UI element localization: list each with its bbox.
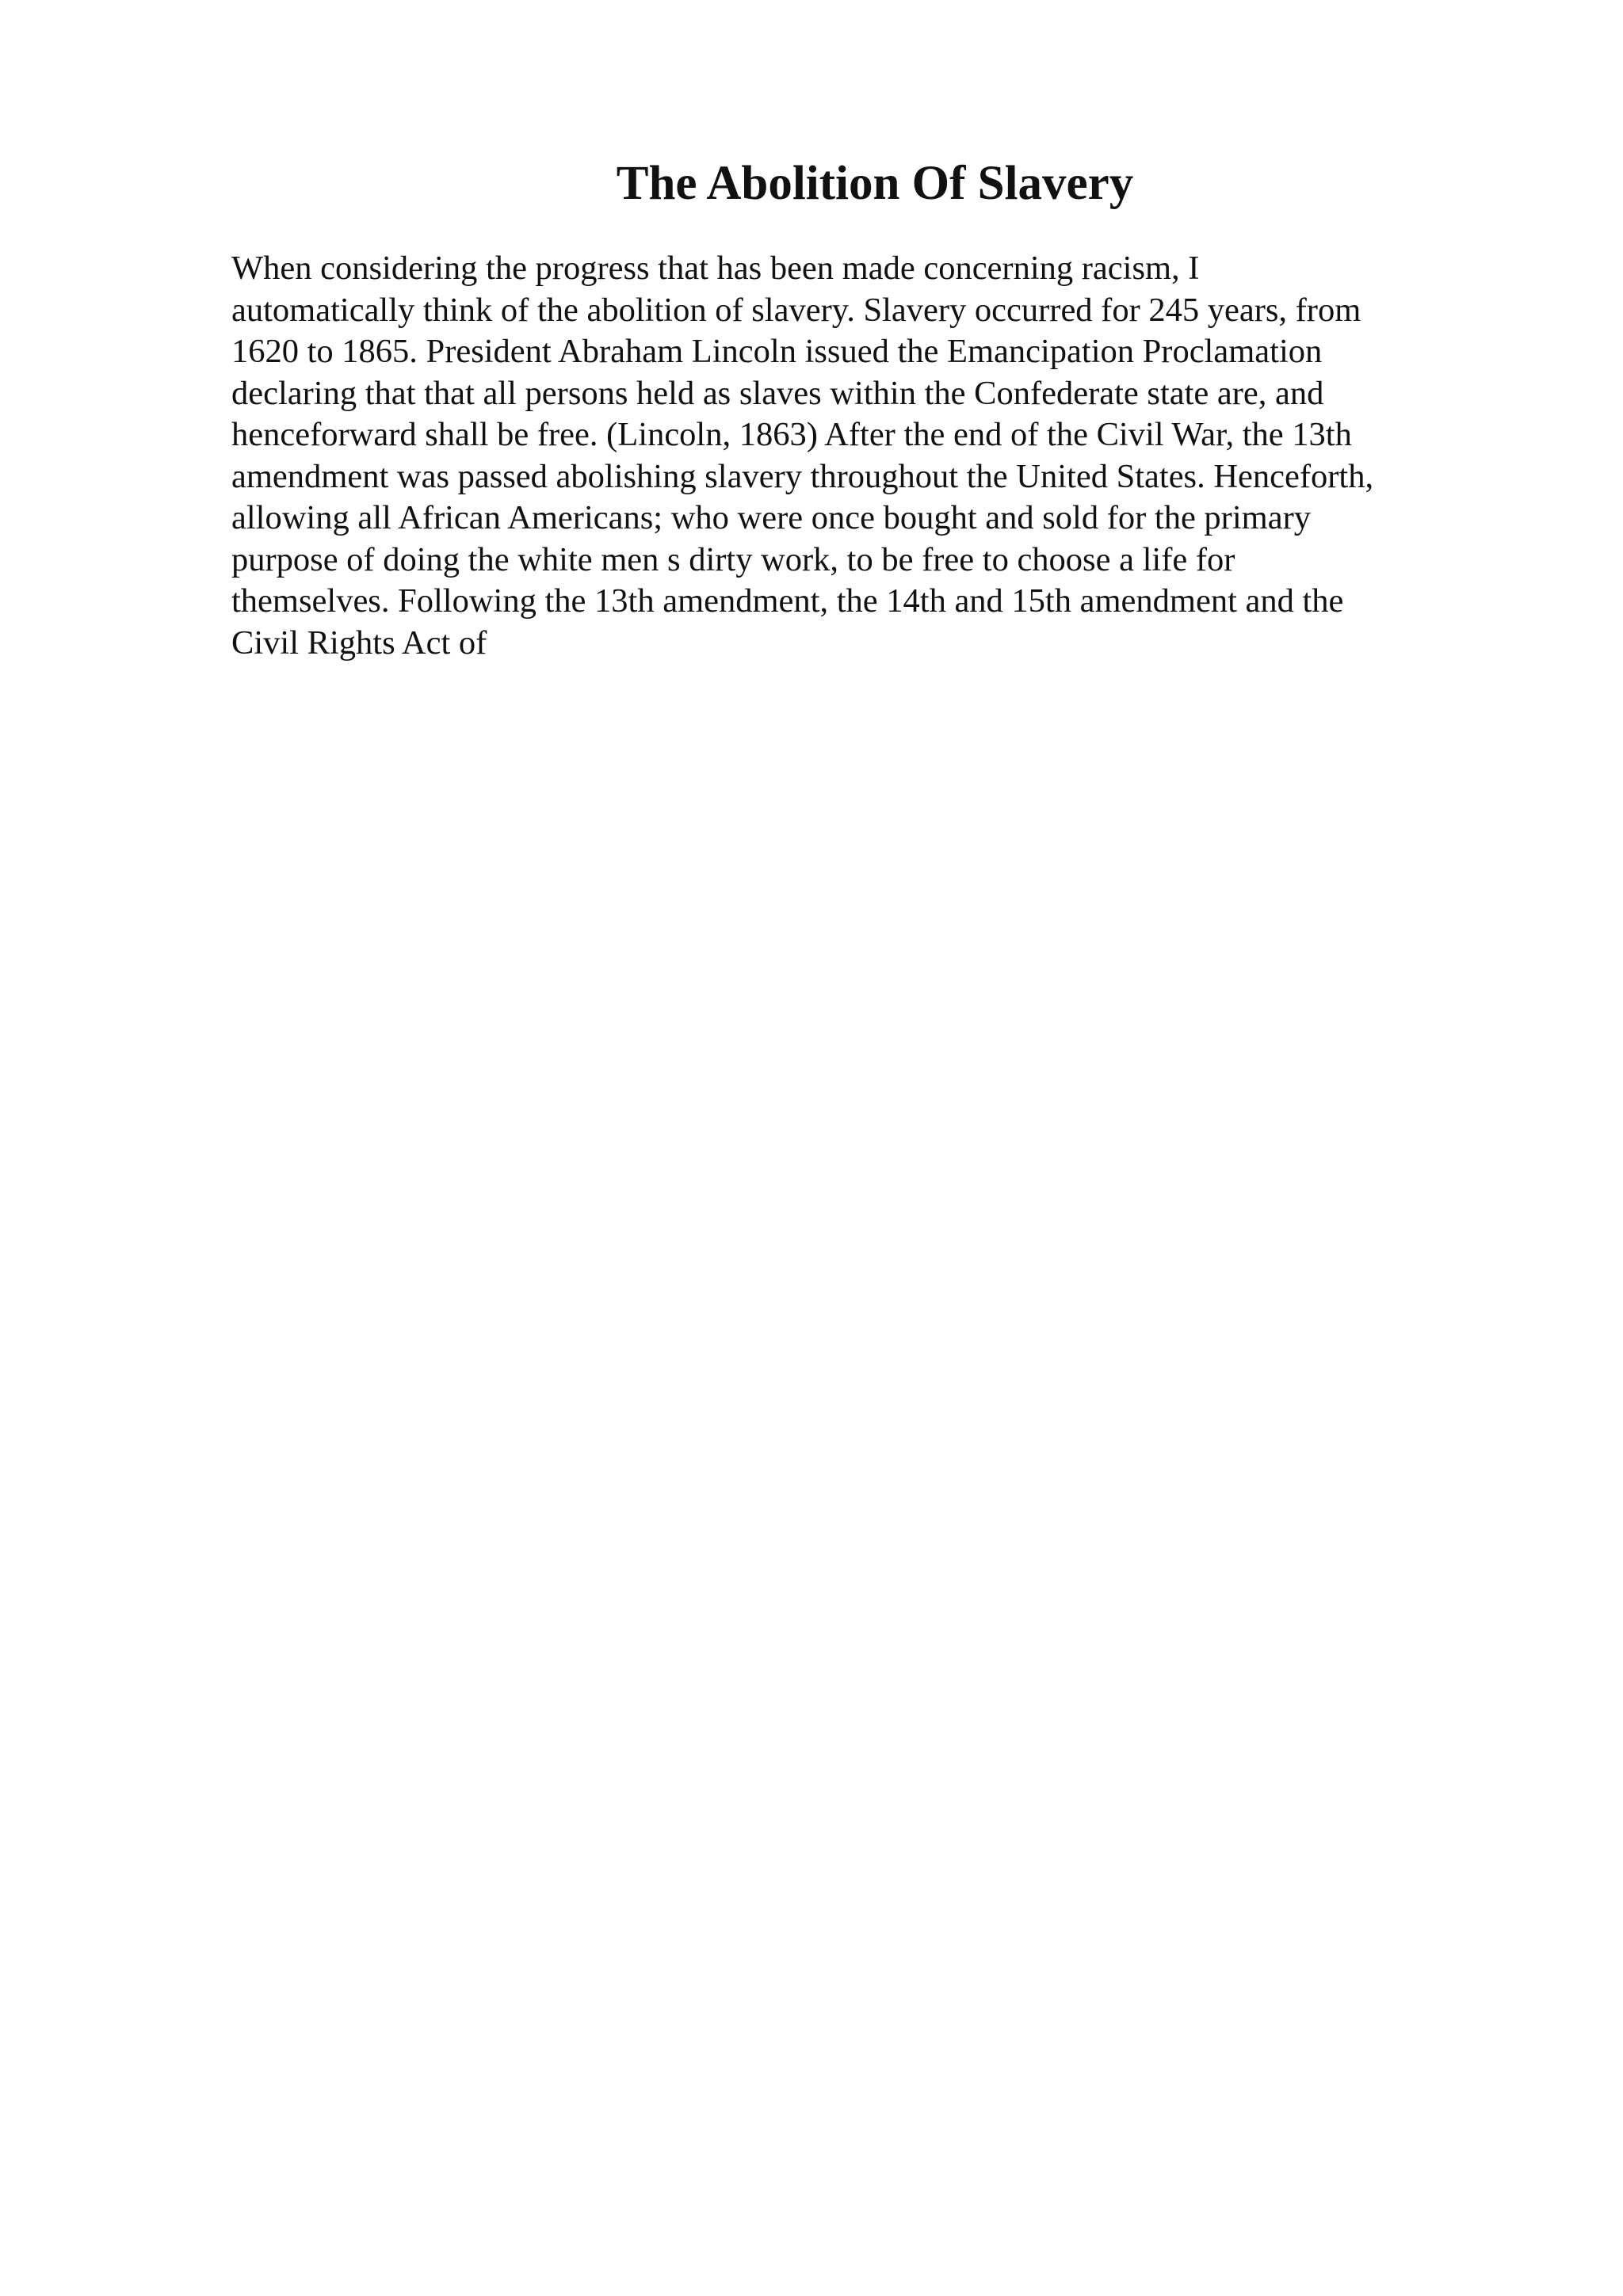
body-line: automatically think of the abolition of slavery. Slavery occurred for 245 years, from — [231, 291, 1361, 329]
body-line: purpose of doing the white men s dirty work, to be free to choose a life for — [231, 540, 1235, 578]
document-title: The Abolition Of Slavery — [616, 157, 1134, 210]
body-paragraph — [231, 248, 1499, 664]
body-line: Civil Rights Act of — [231, 624, 487, 662]
body-line: declaring that that all persons held as slaves within the Confederate state are, and — [231, 374, 1324, 412]
body-line: amendment was passed abolishing slavery throughout the United States. Henceforth, — [231, 457, 1374, 495]
body-line: 1620 to 1865. President Abraham Lincoln issued the Emancipation Proclamation — [231, 333, 1323, 370]
body-line: When considering the progress that has been made concerning racism, I — [231, 250, 1200, 287]
body-line: themselves. Following the 13th amendment, the 14th and 15th amendment and the — [231, 582, 1344, 620]
body-line: henceforward shall be free. (Lincoln, 1863) After the end of the Civil War, the 13th — [231, 416, 1352, 453]
body-line: allowing all African Americans; who were once bought and sold for the primary — [231, 499, 1311, 536]
